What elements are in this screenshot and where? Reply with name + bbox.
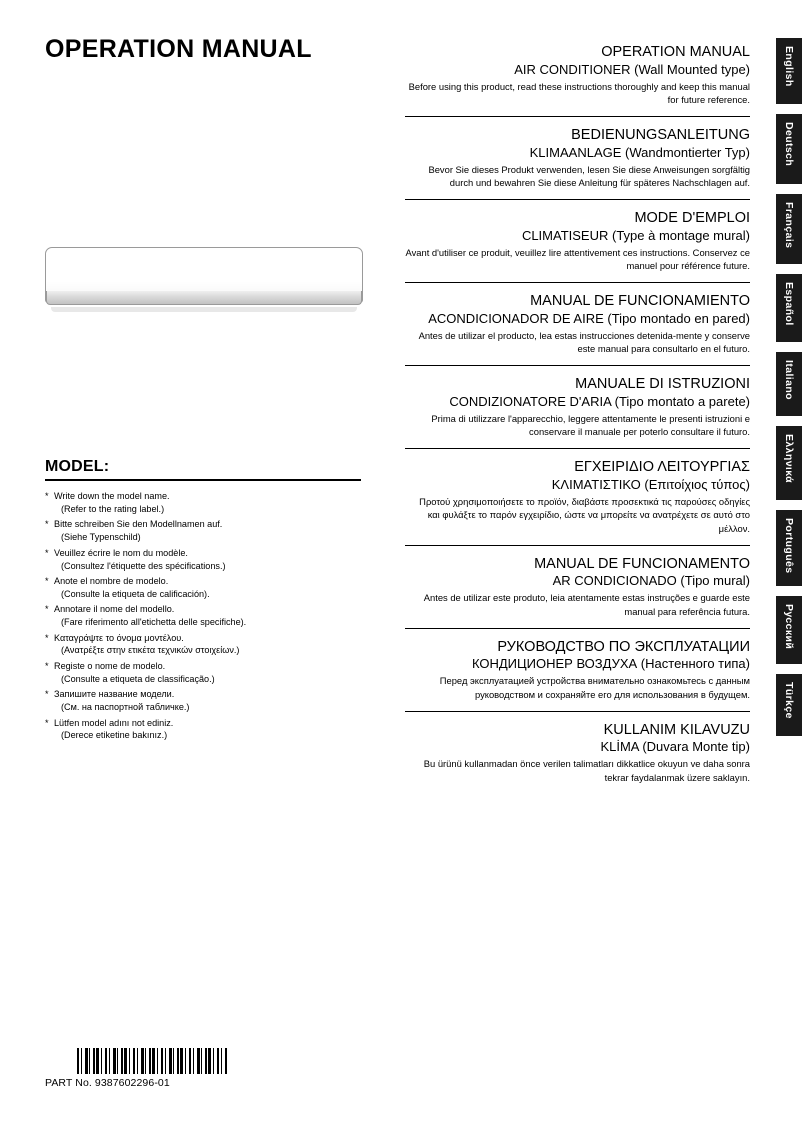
note-line-1: Bitte schreiben Sie den Modellnamen auf. — [54, 519, 223, 530]
language-body: Prima di utilizzare l'apparecchio, leggere attentamente le presenti istruzioni e conservare il manuale per poterlo consultare il futuro. — [431, 412, 750, 438]
language-body: Avant d'utiliser ce produit, veuillez lire attentivement ces instructions. Conservez ce manuel pour référence future. — [405, 246, 750, 272]
tab-portugues[interactable] — [776, 510, 802, 586]
language-block-portugues — [405, 556, 750, 629]
tab-label: Türkçe — [783, 682, 795, 719]
tab-label: Ελληνικά — [783, 434, 795, 484]
note-line-1: Lütfen model adını not ediniz. — [54, 717, 174, 728]
model-section — [45, 458, 361, 745]
model-label: MODEL: — [45, 458, 361, 481]
tab-label: English — [783, 46, 795, 87]
bullet-star: * — [45, 717, 49, 728]
tab-label: Português — [783, 518, 795, 574]
tab-label: Русский — [783, 604, 795, 650]
language-subtitle: ACONDICIONADOR DE AIRE (Tipo montado en pared) — [428, 310, 750, 326]
language-body: Bevor Sie dieses Produkt verwenden, lesen Sie diese Anweisungen sorgfältig durch und bewahren Sie diese Anleitung für späteres Nachschlagen auf. — [428, 163, 750, 189]
note-line-1: Anote el nombre de modelo. — [54, 575, 169, 586]
language-subtitle: ΚΛΙΜΑΤΙΣΤΙΚΟ (Επιτοίχιος τύπος) — [551, 476, 750, 492]
part-number-text: PART No. 9387602296-01 — [45, 1077, 170, 1089]
language-block-greek — [405, 459, 750, 546]
language-title: MANUAL DE FUNCIONAMENTO — [534, 555, 750, 572]
language-block-francais — [405, 210, 750, 283]
language-body: Перед эксплуатацией устройства внимательно ознакомьтесь с данным руководством и сохраняйте его для использования в будущем. — [439, 675, 750, 700]
language-title: OPERATION MANUAL — [601, 44, 750, 60]
language-block-espanol — [405, 293, 750, 366]
tab-espanol[interactable] — [776, 274, 802, 342]
tab-label: Deutsch — [783, 122, 795, 167]
note-line-1: Write down the model name. — [54, 491, 170, 501]
language-body: Antes de utilizar este produto, leia atentamente estas instruções e guarde este manual para referência futura. — [423, 592, 750, 617]
note-line-2: (Consulte la etiqueta de calificación). — [61, 588, 210, 599]
language-subtitle: CONDIZIONATORE D'ARIA (Tipo montato a parete) — [449, 393, 750, 409]
ac-shadow-shape — [51, 307, 357, 312]
language-body: Προτού χρησιμοποιήσετε το προϊόν, διαβάστε προσεκτικά τις παρούσες οδηγίες και φυλάξτε το παρόν εγχειρίδιο, ώστε να μπορείτε να ανατρέχετε σε αυτό στο μέλλον. — [419, 495, 750, 534]
language-block-english — [405, 44, 750, 117]
bullet-star: * — [45, 575, 49, 586]
cover-heading-area — [45, 36, 375, 64]
note-line-2: (Fare riferimento all'etichetta delle specifiche). — [61, 617, 247, 628]
note-line-2: (Derece etiketine bakınız.) — [61, 730, 168, 741]
tab-deutsch[interactable] — [776, 114, 802, 184]
note-line-2: (Consulte a etiqueta de classificação.) — [61, 673, 215, 684]
list-item — [45, 688, 361, 714]
page-title: OPERATION MANUAL — [45, 35, 312, 63]
bullet-star: * — [45, 660, 49, 671]
language-subtitle: CLIMATISEUR (Type à montage mural) — [521, 227, 750, 243]
language-title: MODE D'EMPLOI — [634, 210, 750, 226]
tab-francais[interactable] — [776, 194, 802, 264]
tab-english[interactable] — [776, 38, 802, 104]
bullet-star: * — [45, 604, 49, 615]
list-item — [45, 575, 361, 601]
language-blocks — [405, 44, 750, 804]
bullet-star: * — [45, 519, 49, 530]
tab-label: Español — [783, 282, 795, 326]
tab-label: Français — [783, 202, 795, 249]
list-item — [45, 717, 361, 743]
language-block-turkce — [405, 722, 750, 794]
language-title: MANUALE DI ISTRUZIONI — [575, 376, 750, 392]
language-block-deutsch — [405, 127, 750, 200]
note-line-1: Registe o nome de modelo. — [54, 660, 166, 671]
bullet-star: * — [45, 632, 49, 643]
language-subtitle: AR CONDICIONADO (Tipo mural) — [552, 573, 750, 589]
language-tab-strip — [776, 38, 802, 746]
language-subtitle: AIR CONDITIONER (Wall Mounted type) — [514, 61, 750, 77]
tab-italiano[interactable] — [776, 352, 802, 416]
note-line-2: (Refer to the rating label.) — [61, 503, 165, 514]
language-title: BEDIENUNGSANLEITUNG — [571, 127, 750, 143]
bullet-star: * — [45, 547, 49, 558]
tab-turkce[interactable] — [776, 674, 802, 736]
part-number-area — [45, 1048, 345, 1089]
air-conditioner-illustration — [45, 247, 363, 319]
language-subtitle: КОНДИЦИОНЕР ВОЗДУХА (Настенного типа) — [471, 656, 750, 672]
language-title: KULLANIM KILAVUZU — [603, 721, 750, 738]
list-item — [45, 603, 361, 629]
language-block-italiano — [405, 376, 750, 449]
note-line-1: Annotare il nome del modello. — [54, 604, 175, 615]
note-line-2: (Ανατρέξτε στην ετικέτα τεχνικών στοιχείων.) — [61, 645, 240, 656]
tab-russian[interactable] — [776, 596, 802, 664]
note-line-2: (См. на паспортной табличке.) — [61, 702, 190, 713]
list-item — [45, 518, 361, 544]
tab-greek[interactable] — [776, 426, 802, 500]
language-title: ΕΓΧΕΙΡΙΔΙΟ ΛΕΙΤΟΥΡΓΙΑΣ — [574, 459, 750, 475]
list-item — [45, 632, 361, 658]
language-body: Before using this product, read these instructions thoroughly and keep this manual for future reference. — [408, 80, 750, 106]
language-subtitle: KLIMAANLAGE (Wandmontierter Typ) — [529, 144, 750, 160]
language-title: MANUAL DE FUNCIONAMIENTO — [530, 293, 750, 309]
bullet-star: * — [45, 689, 49, 700]
language-title: РУКОВОДСТВО ПО ЭКСПЛУАТАЦИИ — [497, 638, 750, 655]
list-item — [45, 490, 361, 516]
model-notes-list — [45, 490, 361, 742]
ac-vent-shape — [46, 291, 362, 305]
language-subtitle: KLİMA (Duvara Monte tip) — [600, 739, 750, 755]
list-item — [45, 547, 361, 573]
note-line-2: (Consultez l'étiquette des spécifications.) — [61, 560, 226, 571]
bullet-star: * — [45, 491, 49, 501]
language-body: Antes de utilizar el producto, lea estas instrucciones detenida-mente y conserve este manual para consultarlo en el futuro. — [418, 329, 750, 355]
note-line-1: Καταγράψτε το όνομα μοντέλου. — [54, 632, 184, 643]
note-line-2: (Siehe Typenschild) — [61, 532, 141, 543]
note-line-1: Veuillez écrire le nom du modèle. — [54, 547, 188, 558]
barcode-icon — [77, 1048, 227, 1074]
tab-label: Italiano — [783, 360, 795, 400]
list-item — [45, 660, 361, 686]
language-block-russian — [405, 639, 750, 712]
note-line-1: Запишите название модели. — [54, 689, 175, 700]
language-body: Bu ürünü kullanmadan önce verilen talimatları dikkatlice okuyun ve daha sonra tekrar faydalanmak üzere saklayın. — [423, 758, 750, 783]
